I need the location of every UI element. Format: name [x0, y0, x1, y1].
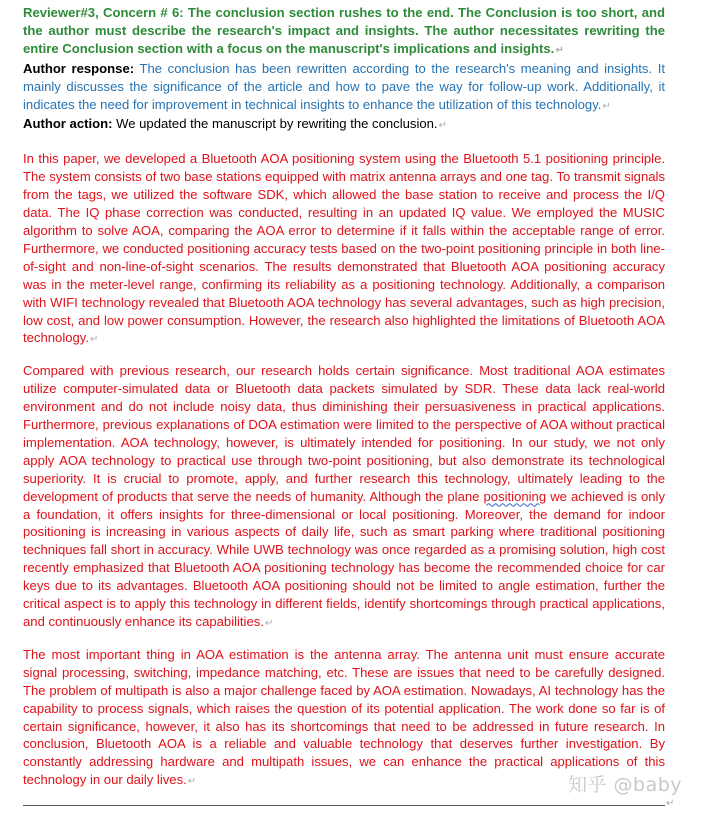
author-response-text: The conclusion has been rewritten according to the research's meaning and insights. It mainly discusses the significance of the article and how to pave the way for follow-up work. Additionally, it indicates the need for improvement in technical insights to enhance the utilization of this technology.: [23, 60, 666, 112]
author-action-text: We updated the manuscript by rewriting the conclusion.: [116, 116, 438, 132]
paragraph-mark-icon: ↵: [602, 100, 611, 112]
conclusion-paragraph-2-text-b: we achieved is only a foundation, it offers insights for three-dimensional or local positioning. Moreover, the demand for indoor positioning is increasing in various aspects of daily life, such as smart parking where traditional positioning techniques fall short in accuracy. While UWB technology was once regarded as a promising solution, high cost recently emphasized that Bluetooth AOA positioning technology has become the recommended choice for car keys due to its advantages. Bluetooth AOA positioning should not be limited to angle estimation, further the critical aspect is to apply this technology in different fields, identify shortcomings through practical applications, and continuously enhance its capabilities.: [23, 488, 665, 629]
author-action: [23, 115, 665, 135]
author-response-label: Author response:: [23, 60, 135, 76]
spacer: [23, 135, 665, 150]
spacer: [23, 633, 665, 646]
page-bottom-rule: [23, 805, 665, 806]
paragraph-mark-icon: ↵: [264, 618, 274, 629]
author-response: [23, 60, 665, 116]
document-page: [23, 4, 665, 791]
paragraph-mark-icon: ↵: [90, 334, 99, 346]
paragraph-mark-icon: ↵: [555, 44, 564, 56]
reviewer-concern: [23, 4, 665, 60]
paragraph-mark-icon: ↵: [438, 120, 447, 132]
conclusion-paragraph-3-text: The most important thing in AOA estimation is the antenna array. The antenna unit must ensure accurate signal processing, switching, impedance matching, etc. These are issues that need to be carefully designed. The problem of multipath is also a major challenge faced by AOA estimation. Nowadays, AI technology has the capability to process signals, which raises the question of its potential application. The work done so far is of certain significance, however, it also has its shortcomings that need to be addressed in future research. In conclusion, Bluetooth AOA is a reliable and valuable technology that deserves further investigation. By constantly addressing hardware and multipath issues, we can enhance the practical applications of this technology in our daily lives.: [23, 646, 665, 788]
reviewer-concern-text: Reviewer#3, Concern # 6: The conclusion section rushes to the end. The Conclusion is too short, and the author must describe the research's impact and insights. The author necessitates rewriting the entire Conclusion section with a focus on the manuscript's implications and insights.: [23, 5, 665, 56]
watermark: 知乎 @baby: [568, 774, 683, 796]
conclusion-paragraph-2: [23, 362, 665, 633]
author-action-label: Author action:: [23, 116, 113, 132]
conclusion-paragraph-1: [23, 150, 665, 349]
spacer: [23, 349, 665, 362]
conclusion-paragraph-2-text-a: Compared with previous research, our research holds certain significance. Most traditional AOA estimates utilize computer-simulated data or Bluetooth data packets simulated by SDR. These data lack real-world environment and do not include noisy data, thus diminishing their persuasiveness in practical applications. Furthermore, previous explanations of DOA estimation were limited to the perspective of AOA without practical implementation. AOA technology, however, is ultimately intended for positioning. In our study, we not only apply AOA technology to practical use through two-point positioning, but also demonstrate its technological superiority. It is crucial to promote, apply, and further research this technology, ultimately leading to the development of products that serve the needs of humanity. Although the plane: [23, 363, 665, 504]
conclusion-paragraph-1-text: In this paper, we developed a Bluetooth AOA positioning system using the Bluetooth 5.1 positioning principle. The system consists of two base stations equipped with matrix antenna arrays and one tag. To transmit signals from the tags, we utilized the software SDK, which allowed the base station to receive and process the I/Q data. The IQ phase correction was conducted, resulting in an updated IQ value. We employed the MUSIC algorithm to solve AOA, comparing the AOA error to determine if it falls within the acceptable range of error. Furthermore, we conducted positioning accuracy tests based on the two-point positioning principle in both line-of-sight and non-line-of-sight scenarios. The results demonstrated that Bluetooth AOA positioning accuracy was in the meter-level range, confirming its reliability as a positioning technology. Additionally, a comparison with WIFI technology revealed that Bluetooth AOA technology has several advantages, such as high precision, low cost, and low power consumption. However, the research also highlighted the limitations of Bluetooth AOA technology.: [23, 151, 665, 346]
paragraph-mark-icon: ↵: [187, 776, 197, 788]
paragraph-mark-icon: ↵: [666, 798, 675, 809]
spellcheck-flagged-word[interactable]: positioning: [483, 488, 547, 504]
